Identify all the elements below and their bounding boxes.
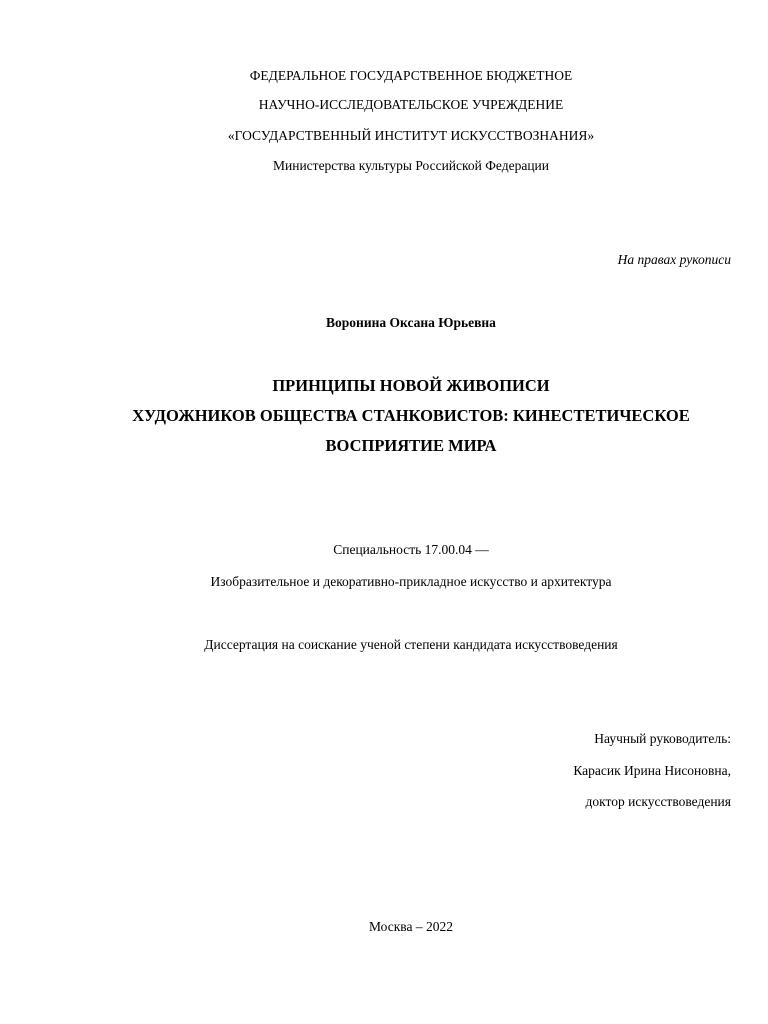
specialty-code: Специальность 17.00.04 — — [333, 542, 489, 557]
dissertation-title-line-1: ПРИНЦИПЫ НОВОЙ ЖИВОПИСИ — [272, 376, 550, 395]
ministry-line: Министерства культуры Российской Федерации — [273, 158, 549, 173]
supervisor-name: Карасик Ирина Нисоновна, — [573, 763, 731, 778]
manuscript-note: На правах рукописи — [617, 252, 731, 267]
place-year: Москва – 2022 — [369, 919, 453, 934]
institution-line-1: ФЕДЕРАЛЬНОЕ ГОСУДАРСТВЕННОЕ БЮДЖЕТНОЕ — [249, 68, 573, 83]
dissertation-title-line-3: ВОСПРИЯТИЕ МИРА — [325, 436, 497, 455]
supervisor-degree: доктор искусствоведения — [585, 794, 731, 809]
specialty-name: Изобразительное и декоративно-прикладное искусство и архитектура — [210, 574, 612, 589]
dissertation-degree: Диссертация на соискание ученой степени кандидата искусствоведения — [204, 637, 618, 652]
author-name: Воронина Оксана Юрьевна — [326, 315, 496, 330]
institution-line-2: НАУЧНО-ИССЛЕДОВАТЕЛЬСКОЕ УЧРЕЖДЕНИЕ — [258, 97, 564, 112]
institution-line-3: «ГОСУДАРСТВЕННЫЙ ИНСТИТУТ ИСКУССТВОЗНАНИЯ» — [227, 128, 595, 143]
dissertation-title-line-2: ХУДОЖНИКОВ ОБЩЕСТВА СТАНКОВИСТОВ: КИНЕСТЕТИЧЕСКОЕ — [132, 406, 690, 425]
supervisor-label: Научный руководитель: — [594, 731, 731, 746]
